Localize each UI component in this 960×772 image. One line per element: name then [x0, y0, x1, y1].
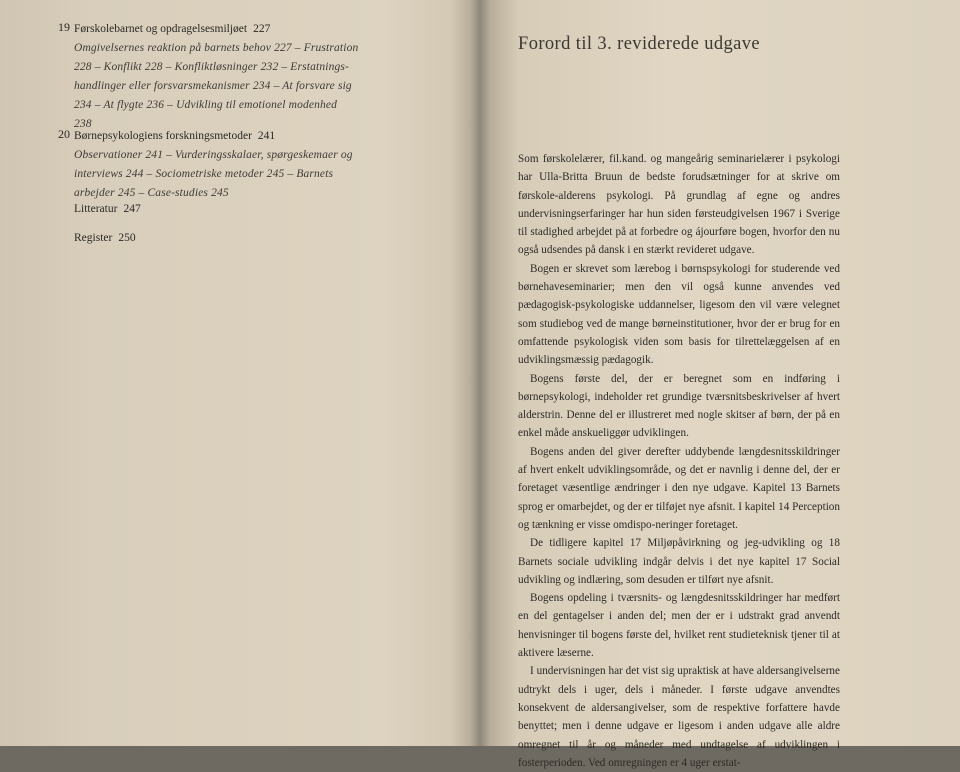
- paragraph: Bogens opdeling i tværsnits- og længdesnitsskildringer har medført en del gentagelser i anden del; men der er i udstrakt grad anvendt henvisninger til bogens første del, hvilket rent studieteknisk tjener til at aktivere læserne.: [518, 592, 840, 660]
- paragraph: Bogens anden del giver derefter uddybende længdesnitsskildringer af hvert enkelt udviklingsområde, og det er navnlig i denne del, der er foretaget væsentlige ændringer i den nye udgave. Kapitel 13 Barnets sprog er omarbejdet, og der er tilføjet nye afsnit. I kapitel 14 Perception og tænkning er visse omdispo-neringer foretaget.: [518, 445, 840, 531]
- toc-subsections: [74, 39, 378, 134]
- paragraph: Bogens første del, der er beregnet som en indføring i børnepsykologi, indeholder ret grundige tværsnitsbeskrivelser af hvert alderstrin. Denne del er illustreret med nogle skitser af børn, der på en enkel måde anskueliggør udviklingen.: [518, 372, 840, 440]
- toc-chapter-page: 227: [253, 23, 271, 35]
- toc-subsection-line: 228 – Konflikt 228 – Konfliktløsninger 232 – Erstatnings-: [74, 61, 349, 73]
- toc-subsection-line: handlinger eller forsvarsmekanismer 234 – At forsvare sig: [74, 80, 352, 92]
- toc-subsection-line: Observationer 241 – Vurderingsskalaer, spørgeskemaer og: [74, 149, 353, 161]
- toc-entry-20: [58, 127, 378, 203]
- left-page: [0, 0, 478, 746]
- toc-subsection-line: 234 – At flygte 236 – Udvikling til emotionel modenhed: [74, 99, 338, 111]
- toc-subsection-line: interviews 244 – Sociometriske metoder 245 – Barnets: [74, 168, 334, 180]
- toc-register-label: Register: [74, 232, 113, 244]
- toc-litteratur-label: Litteratur: [74, 203, 118, 215]
- toc-chapter-title: Førskolebarnet og opdragelsesmiljøet: [74, 23, 248, 35]
- right-page: [482, 0, 960, 769]
- toc-subsection-line: arbejder 245 – Case-studies 245: [74, 187, 229, 199]
- paragraph: Bogen er skrevet som lærebog i børnspsykologi for studerende ved børnehaveseminarier; men den vil også kunne anvendes ved pædagogisk-psykologiske uddannelser, ligesom den vil være velegnet som studiebog ved de mange børneinstitutioner, hvor der er brug for en omfattende psykologisk viden som basis for tilrettelæggelsen af en udviklingsmæssig pædagogik.: [518, 262, 840, 367]
- toc-entry-19: [58, 20, 378, 134]
- toc-subsection-line: 238: [74, 118, 92, 130]
- toc-register-page: 250: [118, 232, 136, 244]
- paragraph: De tidligere kapitel 17 Miljøpåvirkning og jeg-udvikling og 18 Barnets sociale udvikling indgår delvis i det nye kapitel 17 Social udvikling og indlæring, som desuden er tilført nye afsnit.: [518, 537, 840, 586]
- toc-chapter-heading: [74, 127, 378, 146]
- toc-chapter-title: Børnepsykologiens forskningsmetoder: [74, 130, 252, 142]
- toc-chapter-page: 241: [257, 130, 276, 142]
- paragraph: Som førskolelærer, fil.kand. og mangeårig seminarielærer i psykologi har Ulla-Britta Bruun de bedste forudsætninger for at skrive om førskole-alderens psykologi. På grundlag af egne og andres undervisningserfaringer har hun siden førsteudgivelsen 1967 i Sverige til stadighed arbejdet på at forbedre og ájourføre bogen, hvorfor den nu også udsendes på dansk i en stærkt revideret udgave.: [518, 153, 840, 257]
- toc-register: [74, 232, 136, 244]
- toc-subsection-line: Omgivelsernes reaktion på barnets behov 227 – Frustration: [74, 42, 359, 54]
- toc-chapter-heading: [74, 20, 378, 39]
- paragraph: I undervisningen har det vist sig upraktisk at have aldersangivelserne udtrykt dels i uger, dels i måneder. I første udgave anvendtes konsekvent de aldersangivelser, som de respektive forfattere havde benyttet; men i denne udgave er ligesom i anden udgave alle aldre omregnet til år og måneder med undtagelse af udviklingen i fosterperioden. Ved omregningen er 4 uger erstat-: [518, 665, 840, 769]
- toc-litteratur: [74, 203, 141, 215]
- toc-chapter-number: 19: [58, 20, 70, 34]
- foreword-text: [518, 150, 840, 772]
- toc-litteratur-page: 247: [123, 203, 141, 215]
- toc-chapter-number: 20: [58, 127, 70, 141]
- page-title: Forord til 3. reviderede udgave: [518, 34, 761, 54]
- toc-subsections: [74, 146, 378, 203]
